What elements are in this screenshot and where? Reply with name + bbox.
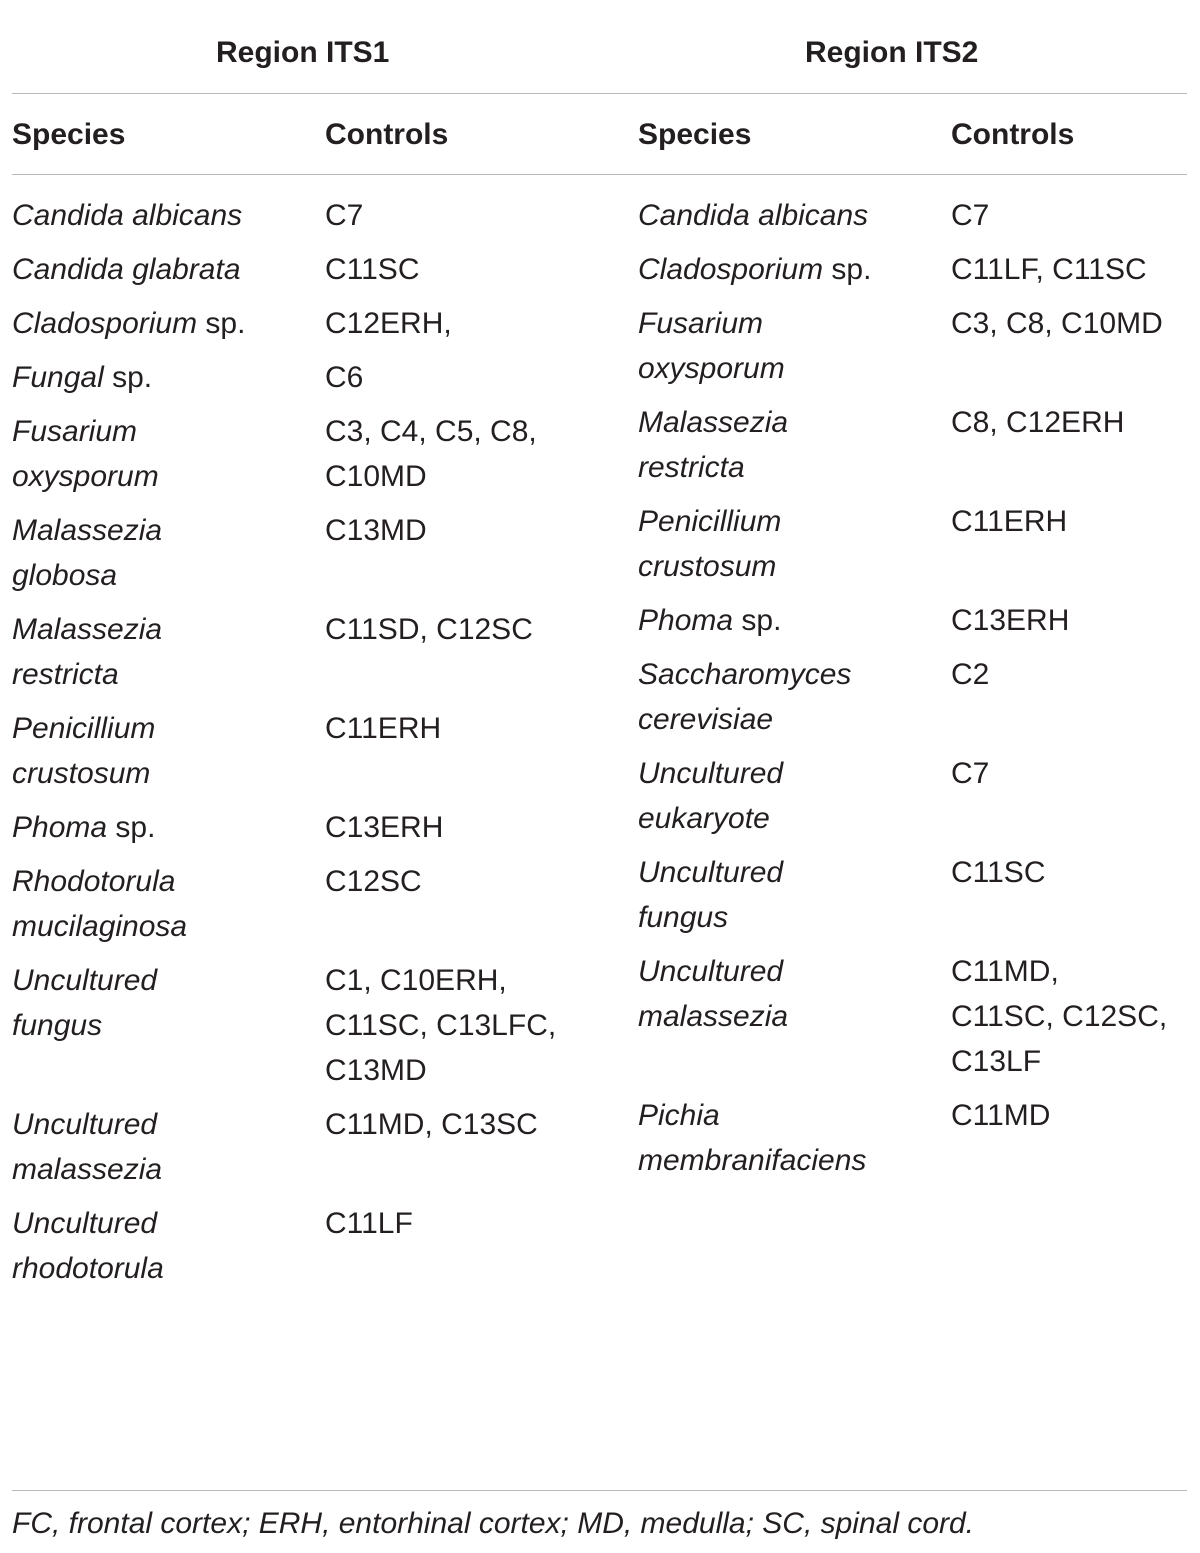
species-line <box>638 346 785 391</box>
controls-line: C13MD <box>325 1054 427 1087</box>
header-divider <box>12 174 1187 175</box>
its2-species-cell <box>638 949 788 1039</box>
species-line <box>638 949 788 994</box>
species-line <box>638 247 871 292</box>
species-name: oxysporum <box>638 352 785 385</box>
controls-line: C7 <box>951 199 990 232</box>
controls-line: C11SD, C12SC <box>325 613 533 646</box>
species-name: restricta <box>638 451 745 484</box>
species-suffix: sp. <box>733 604 782 637</box>
species-line <box>12 1147 162 1192</box>
species-line <box>12 958 157 1003</box>
species-line <box>12 1003 157 1048</box>
species-name: Uncultured <box>12 964 158 997</box>
its2-species-cell <box>638 751 783 841</box>
species-name: fungus <box>638 901 729 934</box>
controls-line: C13MD <box>325 514 427 547</box>
species-name: Uncultured <box>638 757 784 790</box>
region-its2-title: Region ITS2 <box>805 36 979 69</box>
species-line <box>12 193 242 238</box>
its2-controls-cell <box>951 400 1124 445</box>
its2-species-cell <box>638 193 868 238</box>
species-name: membranifaciens <box>638 1144 867 1177</box>
species-name: eukaryote <box>638 802 770 835</box>
its2-controls-cell <box>951 301 1163 346</box>
species-name: Uncultured <box>12 1207 158 1240</box>
its1-controls-cell <box>325 958 556 1093</box>
controls-line: C11ERH <box>951 505 1068 538</box>
region-its1-title: Region ITS1 <box>216 36 390 69</box>
its1-controls-cell <box>325 508 427 553</box>
species-line <box>12 553 162 598</box>
controls-line: C13ERH <box>951 604 1070 637</box>
species-line <box>12 751 155 796</box>
species-line <box>12 607 162 652</box>
species-line <box>12 859 187 904</box>
its2-species-cell <box>638 247 871 292</box>
controls-line: C1, C10ERH, <box>325 964 507 997</box>
its2-controls-cell <box>951 1093 1050 1138</box>
species-line <box>638 445 788 490</box>
controls-line: C11LF <box>325 1207 413 1240</box>
its2-controls-cell <box>951 850 1045 895</box>
species-name: Phoma <box>638 604 734 637</box>
species-line <box>12 247 241 292</box>
species-name: Fusarium <box>638 307 764 340</box>
controls-line: C7 <box>951 757 990 790</box>
its2-species-cell <box>638 400 788 490</box>
species-line <box>638 499 781 544</box>
its1-controls-cell <box>325 1201 413 1246</box>
its1-species-cell <box>12 193 242 238</box>
its1-controls-cell <box>325 706 441 751</box>
controls-line: C11SC, C12SC, <box>951 1000 1168 1033</box>
its1-species-cell <box>12 301 245 346</box>
species-line <box>12 301 245 346</box>
species-line <box>12 652 162 697</box>
species-line <box>638 994 788 1039</box>
controls-line: C11ERH <box>325 712 442 745</box>
its1-species-cell <box>12 1102 162 1192</box>
species-line <box>638 850 783 895</box>
species-name: Penicillium <box>12 712 156 745</box>
species-name: Uncultured <box>12 1108 158 1141</box>
controls-line: C11MD, C13SC <box>325 1108 538 1141</box>
controls-line: C3, C8, C10MD <box>951 307 1163 340</box>
controls-line: C13ERH <box>325 811 444 844</box>
species-name: Saccharomyces <box>638 658 852 691</box>
its1-species-cell <box>12 409 159 499</box>
its2-species-cell <box>638 499 781 589</box>
species-name: malassezia <box>12 1153 163 1186</box>
its1-species-cell <box>12 859 187 949</box>
species-name: restricta <box>12 658 119 691</box>
species-line <box>12 355 152 400</box>
species-name: Rhodotorula <box>12 865 176 898</box>
its1-species-cell <box>12 247 241 292</box>
its1-controls-cell <box>325 355 363 400</box>
species-line <box>12 805 155 850</box>
species-line <box>638 697 851 742</box>
its2-controls-cell <box>951 598 1069 643</box>
its1-species-header: Species <box>12 118 126 151</box>
its1-controls-cell <box>325 301 452 346</box>
its1-controls-cell <box>325 805 443 850</box>
its2-controls-cell <box>951 499 1067 544</box>
controls-line: C2 <box>951 658 990 691</box>
species-suffix: sp. <box>107 811 156 844</box>
species-suffix: sp. <box>103 361 153 394</box>
its2-species-cell <box>638 652 851 742</box>
species-line <box>12 904 187 949</box>
its1-species-cell <box>12 508 162 598</box>
species-name: malassezia <box>638 1000 789 1033</box>
species-name: oxysporum <box>12 460 159 493</box>
controls-line: C11SC <box>951 856 1046 889</box>
species-line <box>12 454 159 499</box>
species-line <box>638 1093 866 1138</box>
its2-species-cell <box>638 598 781 643</box>
controls-line: C13LF <box>951 1045 1042 1078</box>
species-name: crustosum <box>638 550 777 583</box>
species-line <box>638 400 788 445</box>
its1-controls-cell <box>325 607 533 652</box>
region-divider <box>12 93 1187 94</box>
its1-controls-cell <box>325 409 537 499</box>
its1-species-cell <box>12 805 155 850</box>
controls-line: C3, C4, C5, C8, <box>325 415 537 448</box>
species-line <box>638 1138 866 1183</box>
species-name: Malassezia <box>12 514 163 547</box>
its2-species-cell <box>638 1093 866 1183</box>
species-line <box>12 1246 164 1291</box>
species-line <box>638 598 781 643</box>
species-name: Cladosporium <box>638 253 824 286</box>
its1-species-cell <box>12 355 152 400</box>
controls-line: C11LF, C11SC <box>951 253 1147 286</box>
controls-line: C6 <box>325 361 364 394</box>
species-suffix: sp. <box>197 307 246 340</box>
species-name: globosa <box>12 559 118 592</box>
species-line <box>638 193 868 238</box>
its2-controls-cell <box>951 751 989 796</box>
controls-line: C8, C12ERH <box>951 406 1125 439</box>
its1-controls-cell <box>325 247 419 292</box>
species-line <box>12 706 155 751</box>
its1-species-cell <box>12 607 162 697</box>
species-line <box>638 301 785 346</box>
controls-line: C11SC <box>325 253 420 286</box>
its1-species-cell <box>12 958 157 1048</box>
species-name: Uncultured <box>638 856 784 889</box>
its2-controls-cell <box>951 193 989 238</box>
species-name: Cladosporium <box>12 307 198 340</box>
its2-controls-cell <box>951 652 989 697</box>
species-line <box>12 508 162 553</box>
species-name: cerevisiae <box>638 703 774 736</box>
footer-divider <box>12 1490 1187 1491</box>
species-name: Malassezia <box>12 613 163 646</box>
its1-controls-cell <box>325 1102 538 1147</box>
its1-controls-cell <box>325 193 363 238</box>
its2-species-header: Species <box>638 118 752 151</box>
species-line <box>638 796 783 841</box>
controls-line: C11MD <box>951 1099 1051 1132</box>
species-line <box>638 751 783 796</box>
species-name: Fusarium <box>12 415 138 448</box>
its2-controls-header: Controls <box>951 118 1075 151</box>
controls-line: C11SC, C13LFC, <box>325 1009 557 1042</box>
species-line <box>638 652 851 697</box>
its1-species-cell <box>12 1201 164 1291</box>
species-line <box>638 544 781 589</box>
controls-line: C11MD, <box>951 955 1059 988</box>
species-suffix: sp. <box>823 253 872 286</box>
species-name: Candida glabrata <box>12 253 241 286</box>
species-line <box>12 409 159 454</box>
its1-controls-header: Controls <box>325 118 449 151</box>
species-name: Candida albicans <box>12 199 243 232</box>
controls-line: C12SC <box>325 865 422 898</box>
species-name: Phoma <box>12 811 108 844</box>
species-name: rhodotorula <box>12 1252 164 1285</box>
species-line <box>638 895 783 940</box>
its2-controls-cell <box>951 247 1147 292</box>
species-name: fungus <box>12 1009 103 1042</box>
species-name: Pichia <box>638 1099 720 1132</box>
its1-species-cell <box>12 706 155 796</box>
footnote: FC, frontal cortex; ERH, entorhinal cortex; MD, medulla; SC, spinal cord. <box>12 1507 975 1540</box>
its1-controls-cell <box>325 859 422 904</box>
species-name: mucilaginosa <box>12 910 188 943</box>
species-line <box>12 1201 164 1246</box>
its2-species-cell <box>638 850 783 940</box>
controls-line: C7 <box>325 199 364 232</box>
controls-line: C10MD <box>325 460 427 493</box>
controls-line: C12ERH, <box>325 307 452 340</box>
species-name: Fungal <box>12 361 104 394</box>
species-name: Candida albicans <box>638 199 869 232</box>
species-name: Malassezia <box>638 406 789 439</box>
species-name: crustosum <box>12 757 151 790</box>
its2-controls-cell <box>951 949 1167 1084</box>
species-name: Uncultured <box>638 955 784 988</box>
species-name: Penicillium <box>638 505 782 538</box>
species-line <box>12 1102 162 1147</box>
its2-species-cell <box>638 301 785 391</box>
